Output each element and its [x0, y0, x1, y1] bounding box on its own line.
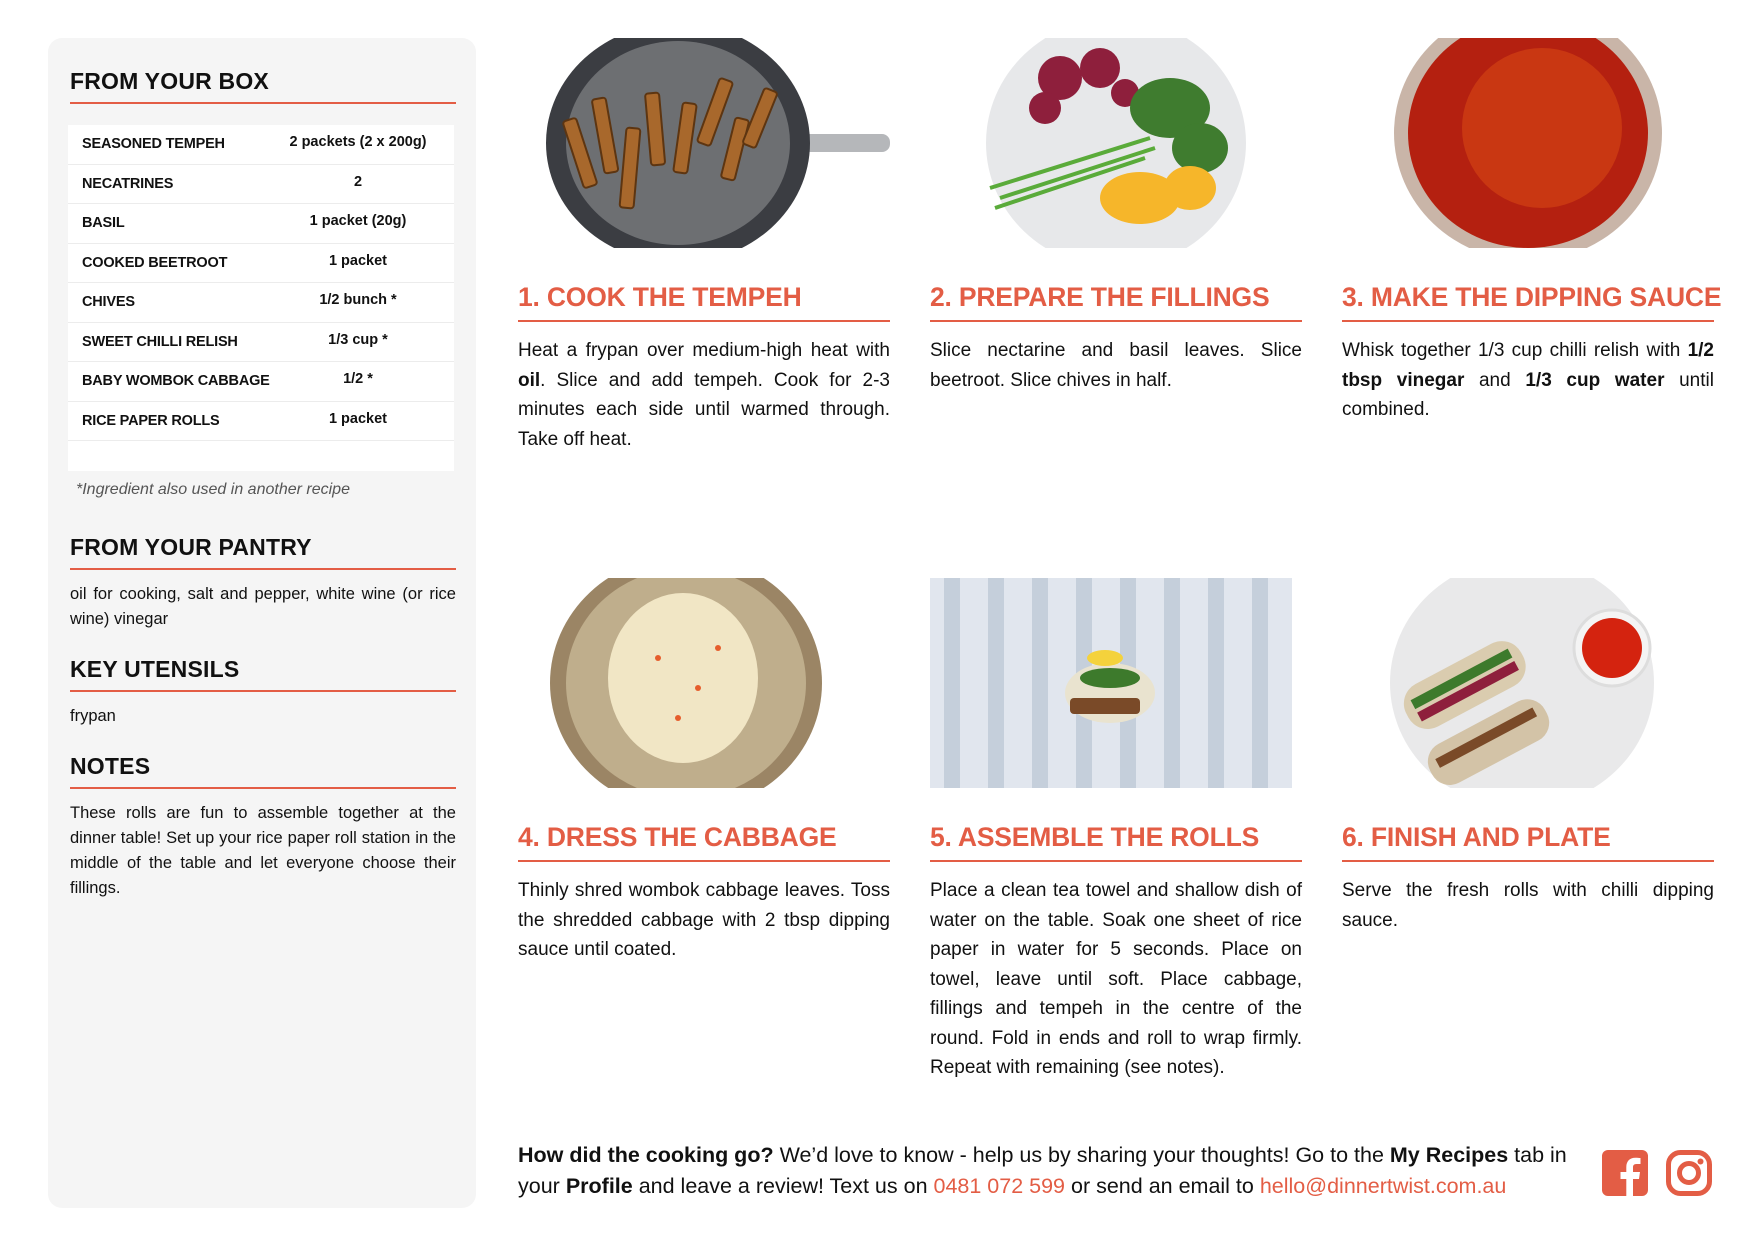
- dressed-cabbage-bowl-photo: [518, 578, 890, 788]
- ingredients-sidebar: [48, 38, 476, 1208]
- ingredient-row: [68, 125, 454, 165]
- my-recipes-label: My Recipes: [1389, 1143, 1509, 1167]
- step-5-text: [930, 876, 1302, 1083]
- ingredient-row: [68, 244, 454, 284]
- step-text-segment: Thinly shred wombok cabbage leaves. Toss the shredded cabbage with 2 tbsp dipping sauce until coated.: [518, 880, 890, 960]
- step-text-segment: Serve the fresh rolls with chilli dipping sauce.: [1342, 880, 1714, 931]
- step-6-text: [1342, 876, 1714, 935]
- ingredient-row: [68, 402, 454, 442]
- feedback-text-4: or send an email to: [1065, 1174, 1260, 1198]
- step-text-segment: Whisk together 1/3 cup chilli relish with: [1342, 340, 1688, 361]
- step-text-segment: Heat a frypan over medium-high heat with: [518, 340, 890, 361]
- ingredient-quantity: 1/3 cup *: [328, 331, 388, 348]
- bold-ingredient: oil: [518, 369, 541, 391]
- ingredient-row: [68, 323, 454, 363]
- ingredient-name: BASIL: [82, 215, 125, 231]
- step-2-text: [930, 336, 1302, 395]
- ingredient-quantity: 2: [353, 173, 363, 190]
- step-2-title: 2. PREPARE THE FILLINGS: [930, 282, 1302, 322]
- step-text-segment: until combined.: [1342, 369, 1714, 420]
- ingredient-name: SEASONED TEMPEH: [82, 136, 225, 152]
- bold-ingredient: 1/2 tbsp vinegar: [1342, 340, 1714, 391]
- pantry-text: oil for cooking, salt and pepper, white wine (or rice wine) vinegar: [70, 585, 456, 628]
- step-6-title: 6. FINISH AND PLATE: [1342, 822, 1714, 862]
- ingredient-quantity: 1 packet: [328, 252, 388, 269]
- ingredient-row: [68, 165, 454, 205]
- plated-rolls-photo: [1342, 578, 1714, 788]
- ingredient-name: RICE PAPER ROLLS: [82, 412, 220, 429]
- step-text-segment: Slice nectarine and basil leaves. Slice beetroot. Slice chives in half.: [930, 340, 1302, 391]
- ingredient-row: [68, 362, 454, 402]
- from-your-pantry-heading: FROM YOUR PANTRY: [70, 534, 456, 570]
- ingredients-table: [68, 125, 454, 471]
- tempeh-frypan-photo: [518, 38, 890, 248]
- step-text-segment: and: [1464, 369, 1526, 391]
- ingredient-quantity: 1 packet: [328, 410, 388, 427]
- phone-number-link[interactable]: 0481 072 599: [933, 1174, 1066, 1198]
- feedback-text-3: and leave a review! Text us on: [632, 1174, 934, 1198]
- notes-text: These rolls are fun to assemble together at the dinner table! Set up your rice paper roll station in the middle of the table and let everyone choose their fillings.: [70, 804, 456, 897]
- step-text-segment: . Slice and add tempeh. Cook for 2-3 minutes each side until warmed through. Take off heat.: [518, 369, 890, 450]
- step-1-text: [518, 336, 890, 454]
- notes-heading: NOTES: [70, 753, 456, 789]
- ingredient-quantity: 1/2 bunch *: [319, 292, 397, 308]
- ingredient-name: NECATRINES: [82, 175, 174, 192]
- rice-paper-roll-assembly-photo: [930, 578, 1302, 788]
- feedback-text-2: tab in your: [518, 1143, 1567, 1198]
- step-1-title: 1. COOK THE TEMPEH: [518, 282, 890, 322]
- instagram-icon[interactable]: [1666, 1150, 1712, 1196]
- utensils-text: frypan: [70, 707, 116, 725]
- email-link[interactable]: hello@dinnertwist.com.au: [1259, 1174, 1507, 1198]
- from-your-box-heading: FROM YOUR BOX: [70, 68, 456, 104]
- bold-ingredient: 1/3 cup water: [1525, 369, 1665, 391]
- step-4-title: 4. DRESS THE CABBAGE: [518, 822, 890, 862]
- feedback-question: How did the cooking go?: [518, 1143, 774, 1167]
- profile-label: Profile: [565, 1174, 633, 1198]
- ingredient-row: [68, 283, 454, 323]
- dipping-sauce-bowl-photo: [1342, 38, 1714, 248]
- ingredient-footnote: *Ingredient also used in another recipe: [76, 481, 350, 498]
- ingredient-name: BABY WOMBOK CABBAGE: [82, 373, 270, 389]
- key-utensils-heading: KEY UTENSILS: [70, 656, 456, 692]
- ingredient-row: [68, 204, 454, 244]
- ingredient-quantity: 1 packet (20g): [309, 213, 407, 229]
- feedback-message: [518, 1140, 1578, 1202]
- step-3-title: 3. MAKE THE DIPPING SAUCE: [1342, 282, 1714, 322]
- step-text-segment: Place a clean tea towel and shallow dish of water on the table. Soak one sheet of rice paper in water for 5 seconds. Place on towel, leave until soft. Place cabbage, fillings and tempeh in the centre of the round. Fold in ends and roll to wrap firmly. Repeat with remaining (see notes).: [930, 880, 1302, 1078]
- fillings-plate-photo: [930, 38, 1302, 248]
- ingredient-name: SWEET CHILLI RELISH: [82, 333, 238, 350]
- ingredient-name: CHIVES: [82, 294, 135, 310]
- feedback-text-1: We’d love to know - help us by sharing your thoughts! Go to the: [773, 1143, 1390, 1167]
- facebook-icon[interactable]: [1602, 1150, 1648, 1196]
- ingredient-name: COOKED BEETROOT: [82, 254, 228, 271]
- ingredient-quantity: 2 packets (2 x 200g): [289, 134, 427, 150]
- step-3-text: [1342, 336, 1714, 425]
- ingredient-quantity: 1/2 *: [343, 371, 373, 387]
- step-4-text: [518, 876, 890, 965]
- step-5-title: 5. ASSEMBLE THE ROLLS: [930, 822, 1302, 862]
